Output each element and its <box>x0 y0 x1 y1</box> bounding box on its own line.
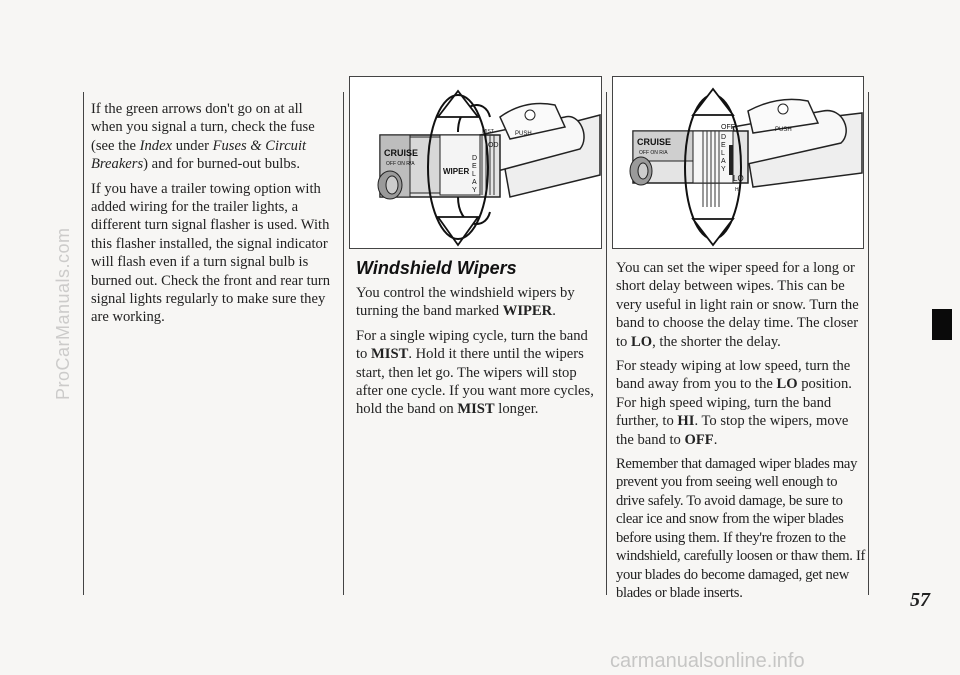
cruise-sub-label: OFF ON R/A <box>386 161 415 167</box>
delay-letter: L <box>472 171 476 178</box>
lo-label: LO <box>733 174 744 183</box>
od-label: OD <box>488 142 499 149</box>
hi-term: HI <box>677 413 695 430</box>
section-heading: Windshield Wipers <box>356 258 517 278</box>
delay-letter: L <box>721 150 725 157</box>
left-column <box>91 100 336 333</box>
cruise-sub-label: OFF ON R/A <box>639 150 668 156</box>
paragraph-fuse-check <box>91 100 336 174</box>
middle-column <box>356 284 601 425</box>
text: . <box>713 431 718 448</box>
column-rule-far-right <box>868 92 869 595</box>
delay-letter: Y <box>472 187 477 194</box>
lo-term: LO <box>776 376 798 393</box>
wiper-lever-illustration-2 <box>613 77 863 248</box>
text: , the shorter the delay. <box>652 333 781 350</box>
lo-term: LO <box>631 333 653 350</box>
fuses-ref: Fuses & Circuit Breakers <box>91 137 307 173</box>
right-column <box>616 259 866 608</box>
delay-letter: D <box>721 134 727 141</box>
push-label: PUSH <box>775 127 792 133</box>
text: . To stop the wipers, move the band to <box>616 413 849 448</box>
text: If the green arrows don't go on at all when you signal a turn, check the fuse (see the <box>91 101 315 154</box>
hi-label: HI <box>735 187 740 193</box>
wiper-label: WIPER <box>443 167 470 176</box>
paragraph-delay <box>616 259 866 351</box>
paragraph-mist <box>356 327 601 419</box>
mist-term: MIST <box>457 401 495 418</box>
delay-letter: E <box>472 163 477 170</box>
paragraph-trailer: If you have a trailer towing option with added wiring for the trailer lights, a different turn signal flasher is used. With this flasher installed, the signal indicator will flash even if a turn signal bulb is burned out. Check the front and rear turn signal lights regularly to make sure they are working. <box>91 180 331 326</box>
cruise-label: CRUISE <box>384 148 419 158</box>
delay-letter: A <box>472 179 477 186</box>
delay-letter: A <box>721 158 726 165</box>
text: ) and for burned-out bulbs. <box>143 156 300 173</box>
text: position. For high speed wiping, turn the band further, to <box>616 376 852 430</box>
paragraph-damaged-blades: Remember that damaged wiper blades may prevent you from seeing well enough to drive safely. To avoid damage, be sure to clear ice and snow from the wiper blades before using them. If they're frozen to the windshield, carefully loosen or thaw them. If your blades do become damaged, get new blades or blade inserts. <box>616 456 866 601</box>
column-rule-middle <box>343 92 344 595</box>
index-ref: Index <box>139 137 173 154</box>
delay-letter: D <box>472 155 478 162</box>
cruise-label: CRUISE <box>637 137 672 147</box>
figure-wiper-lever-mist <box>349 76 602 249</box>
watermark-side: ProCarManuals.com <box>53 227 73 400</box>
column-rule-left <box>83 92 84 595</box>
figure-wiper-lever-delay <box>612 76 864 249</box>
off-label: OFF <box>721 124 735 131</box>
mist-label: MIST <box>482 129 494 135</box>
paragraph-wiper-band <box>356 284 601 321</box>
section-tab-marker <box>932 309 952 340</box>
delay-letter: E <box>721 142 726 149</box>
text: . <box>552 303 556 320</box>
mist-term: MIST <box>371 346 409 363</box>
text: under <box>172 137 213 154</box>
push-label: PUSH <box>515 131 532 137</box>
paragraph-speed <box>616 357 866 449</box>
text: longer. <box>494 401 539 418</box>
wiper-lever-illustration <box>350 77 601 248</box>
text: For steady wiping at low speed, turn the band away from you to the <box>616 358 851 393</box>
column-rule-right <box>606 92 607 595</box>
text: You can set the wiper speed for a long or short delay between wipes. This can be very useful in light rain or snow. Turn the band to choose the delay time. The closer to <box>616 260 859 350</box>
wiper-term: WIPER <box>502 303 553 320</box>
text: You control the windshield wipers by turning the band marked <box>356 285 575 320</box>
delay-letter: Y <box>721 166 726 173</box>
watermark-bottom: carmanualsonline.info <box>610 650 805 672</box>
off-term: OFF <box>684 431 714 448</box>
text: For a single wiping cycle, turn the band to <box>356 327 588 363</box>
page-number: 57 <box>910 589 930 611</box>
text: . Hold it there until the wipers start, then let go. The wipers will stop after one cycle. If you want more cycles, hold the band on <box>356 346 594 418</box>
